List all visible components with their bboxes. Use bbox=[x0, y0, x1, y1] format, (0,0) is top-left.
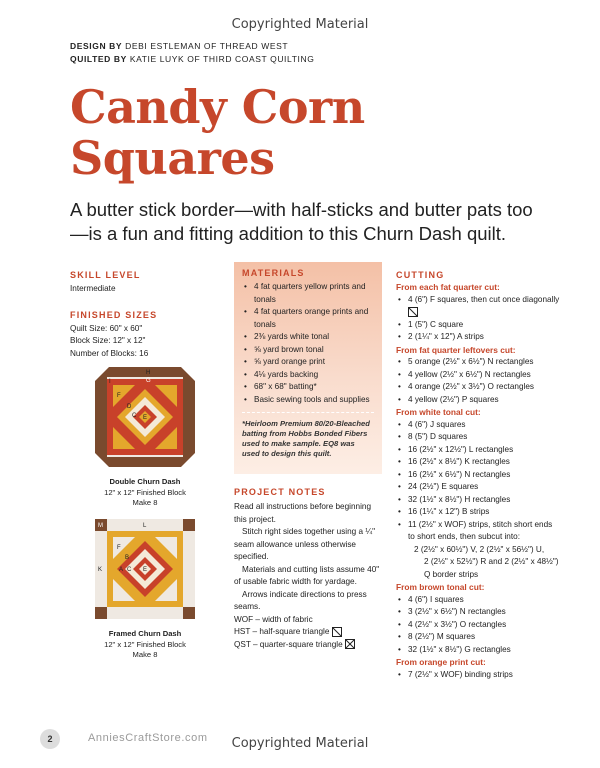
block2-caption bbox=[95, 629, 195, 661]
quilt-label: QUILTED BY bbox=[70, 54, 127, 64]
cutting-item: • 32 (1½" x 8½") G rectangles bbox=[396, 644, 560, 657]
block2-label-c: C bbox=[127, 567, 132, 573]
finished-heading: FINISHED SIZES bbox=[70, 309, 158, 320]
block2-label-f: F bbox=[117, 545, 121, 551]
cutting-heading: CUTTING bbox=[396, 270, 445, 280]
cutting-item: • 16 (1¼" x 12") B strips bbox=[396, 506, 560, 519]
block2-label-b: B bbox=[125, 555, 130, 561]
cutting-item: • 4 yellow (2½" x 6½") N rectangles bbox=[396, 369, 560, 382]
block1-caption-title: Double Churn Dash bbox=[109, 477, 181, 486]
block2-label-k: K bbox=[98, 567, 103, 573]
block2-caption-make: Make 8 bbox=[132, 650, 158, 659]
divider bbox=[242, 412, 374, 413]
cutting-section-title: From orange print cut: bbox=[396, 657, 486, 667]
cutting-item: • 2 (1¼" x 12") A strips bbox=[396, 331, 560, 344]
block1-label-j: J bbox=[98, 370, 101, 376]
cutting-item: • 32 (1½" x 8½") H rectangles bbox=[396, 494, 560, 507]
project-notes bbox=[234, 487, 382, 651]
double-churn-dash-diagram bbox=[95, 367, 195, 467]
materials-item: • 4⅛ yards backing bbox=[242, 369, 374, 382]
cutting-item: • 11 (2½" x WOF) strips, stitch short ends to short ends, then subcut into: bbox=[396, 519, 560, 544]
abbrev-hst: HST – half-square triangle bbox=[234, 627, 330, 636]
block2-label-l: L bbox=[143, 523, 147, 529]
materials-list bbox=[242, 281, 374, 406]
cutting-list bbox=[396, 294, 560, 344]
project-notes-heading: PROJECT NOTES bbox=[234, 487, 326, 497]
title-line-2: Squares bbox=[70, 131, 275, 185]
credits bbox=[70, 40, 314, 66]
block2-caption-size: 12" x 12" Finished Block bbox=[104, 639, 186, 649]
cutting-item: • 5 orange (2½" x 6½") N rectangles bbox=[396, 356, 560, 369]
hst-icon bbox=[408, 307, 418, 317]
copyright-watermark-bottom: Copyrighted Material bbox=[231, 736, 369, 751]
block2-label-e: E bbox=[143, 567, 148, 573]
finished-size-line: Quilt Size: 60" x 60" bbox=[70, 323, 143, 333]
cutting-item: • 24 (2½") E squares bbox=[396, 481, 560, 494]
cutting-list bbox=[396, 356, 560, 406]
subtitle: A butter stick border—with half-sticks and butter pats too—is a fun and fitting addition to this Churn Dash quilt. bbox=[70, 199, 533, 244]
cutting-list bbox=[396, 669, 560, 682]
left-column bbox=[70, 270, 220, 360]
design-value: DEBI ESTLEMAN OF THREAD WEST bbox=[125, 41, 289, 51]
block1-caption-make: Make 8 bbox=[132, 498, 158, 507]
cutting-section-title: From brown tonal cut: bbox=[396, 582, 485, 592]
materials-item: • ⅝ yard brown tonal bbox=[242, 344, 374, 357]
skill-heading: SKILL LEVEL bbox=[70, 270, 141, 280]
cutting-item: • 4 (2½" x 3½") O rectangles bbox=[396, 619, 560, 632]
materials-heading: MATERIALS bbox=[242, 268, 305, 278]
subcut-line: 2 (2½" x 52½") R and 2 (2½" x 48½") bbox=[424, 557, 559, 566]
cutting-list bbox=[396, 594, 560, 657]
cutting-item: • 8 (5") D squares bbox=[396, 431, 560, 444]
note-paragraph: Read all instructions before beginning this project. bbox=[234, 502, 372, 524]
block1-label-g: G bbox=[146, 378, 151, 384]
block2-label-a: A bbox=[119, 567, 124, 573]
block1-caption bbox=[95, 477, 195, 509]
title-line-1: Candy Corn bbox=[70, 80, 365, 134]
hst-icon bbox=[332, 627, 342, 637]
cutting-item: • 16 (2½" x 12½") L rectangles bbox=[396, 444, 560, 457]
page-title bbox=[70, 82, 365, 184]
block1-label-f: F bbox=[117, 393, 121, 399]
cutting-section-title: From each fat quarter cut: bbox=[396, 282, 500, 292]
cutting-item: • 7 (2½" x WOF) binding strips bbox=[396, 669, 560, 682]
design-label: DESIGN BY bbox=[70, 41, 123, 51]
subcut-line: 2 (2½" x 60½") V, 2 (2½" x 56½") U, bbox=[414, 544, 545, 554]
block2-label-m: M bbox=[98, 523, 103, 529]
cutting-section-title: From white tonal cut: bbox=[396, 407, 481, 417]
abbrev-wof: WOF – width of fabric bbox=[234, 614, 313, 624]
copyright-watermark-top: Copyrighted Material bbox=[231, 17, 369, 32]
cutting-item: • 4 (6") I squares bbox=[396, 594, 560, 607]
cutting-item: • 4 orange (2½" x 3½") O rectangles bbox=[396, 381, 560, 394]
block1-label-h: H bbox=[146, 370, 151, 376]
materials-item: • 4 fat quarters yellow prints and tonals bbox=[242, 281, 374, 306]
cutting-item: • 3 (2½" x 6½") N rectangles bbox=[396, 606, 560, 619]
batting-note: *Heirloom Premium 80/20-Bleached batting from Hobbs Bonded Fibers used to make sample. EQ8 was used to design this quilt. bbox=[242, 419, 370, 458]
block1-caption-size: 12" x 12" Finished Block bbox=[104, 487, 186, 497]
skill-value: Intermediate bbox=[70, 284, 116, 293]
materials-box bbox=[234, 262, 382, 474]
cutting-list bbox=[396, 419, 560, 544]
quilt-value: KATIE LUYK OF THIRD COAST QUILTING bbox=[129, 54, 315, 64]
cutting-item: • 8 (2½") M squares bbox=[396, 631, 560, 644]
materials-item: • 68" x 68" batting* bbox=[242, 381, 374, 394]
abbrev-hst-row bbox=[234, 626, 382, 639]
note-paragraph: Materials and cutting lists assume 40" of usable fabric width for yardage. bbox=[234, 564, 380, 586]
block2-caption-title: Framed Churn Dash bbox=[108, 629, 182, 638]
cutting-item: • 16 (2½" x 6½") N rectangles bbox=[396, 469, 560, 482]
cutting-item: • 1 (5") C square bbox=[396, 319, 560, 332]
note-paragraph: Arrows indicate directions to press seams. bbox=[234, 589, 367, 611]
cutting-item: • 4 (6") J squares bbox=[396, 419, 560, 432]
materials-item: • ⅝ yard orange print bbox=[242, 356, 374, 369]
abbrev-qst-row bbox=[234, 639, 382, 652]
block1-label-d: D bbox=[127, 404, 132, 410]
framed-churn-dash-diagram bbox=[95, 519, 195, 619]
block1-label-i: I bbox=[109, 379, 111, 385]
finished-size-line: Block Size: 12" x 12" bbox=[70, 336, 146, 345]
block1-label-c: C bbox=[132, 413, 137, 419]
materials-item: • Basic sewing tools and supplies bbox=[242, 394, 374, 407]
abbrev-qst: QST – quarter-square triangle bbox=[234, 639, 343, 649]
subcut-line: Q border strips bbox=[424, 569, 479, 579]
block1-label-e: E bbox=[143, 415, 148, 421]
cutting-section-title: From fat quarter leftovers cut: bbox=[396, 344, 516, 355]
cutting-item: • 16 (2½" x 8½") K rectangles bbox=[396, 456, 560, 469]
cutting-item: • 4 (6") F squares, then cut once diagonally bbox=[396, 294, 560, 319]
cutting-item: • 4 yellow (2½") P squares bbox=[396, 394, 560, 407]
materials-item: • 4 fat quarters orange prints and tonals bbox=[242, 306, 374, 331]
materials-item: • 2⅜ yards white tonal bbox=[242, 331, 374, 344]
note-paragraph: Stitch right sides together using a ¼" seam allowance unless otherwise specified. bbox=[234, 527, 376, 561]
page-number: 2 bbox=[40, 729, 60, 749]
qst-icon bbox=[345, 639, 355, 649]
finished-size-line: Number of Blocks: 16 bbox=[70, 348, 149, 358]
cutting-column bbox=[396, 270, 560, 681]
site-url: AnniesCraftStore.com bbox=[88, 732, 208, 744]
